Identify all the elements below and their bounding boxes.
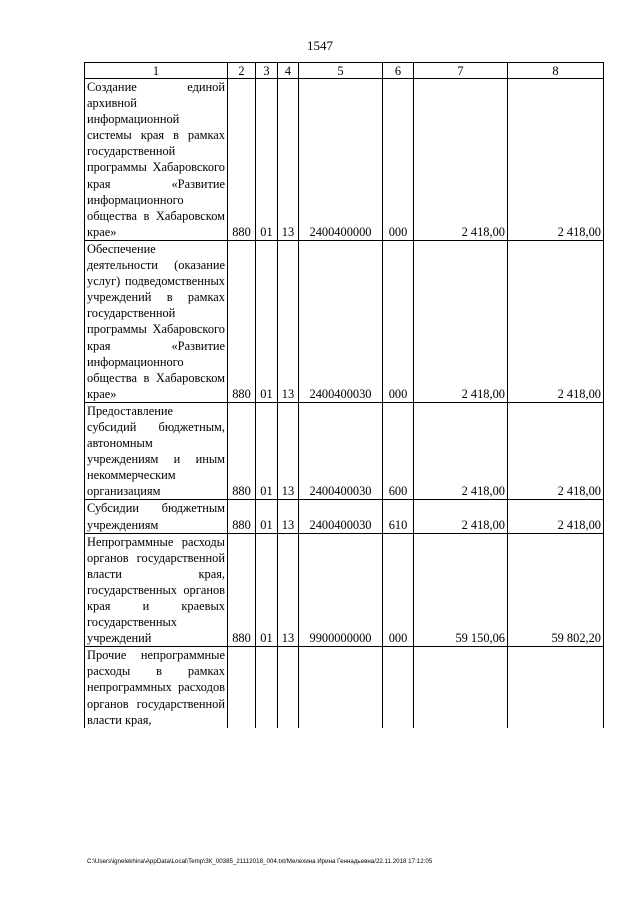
table-row bbox=[85, 240, 604, 402]
row-name: Субсидии бюджетным учреждениям bbox=[85, 500, 228, 533]
row-cell: 2 418,00 bbox=[414, 402, 508, 500]
row-cell: 000 bbox=[383, 533, 414, 647]
column-header: 5 bbox=[299, 63, 383, 79]
column-header: 2 bbox=[228, 63, 256, 79]
row-cell: 01 bbox=[256, 533, 278, 647]
table-row bbox=[85, 79, 604, 241]
row-cell: 880 bbox=[228, 402, 256, 500]
header-row bbox=[85, 63, 604, 79]
row-cell: 13 bbox=[278, 240, 299, 402]
row-cell: 2 418,00 bbox=[508, 500, 604, 533]
column-header: 7 bbox=[414, 63, 508, 79]
table-row bbox=[85, 533, 604, 647]
row-cell: 13 bbox=[278, 500, 299, 533]
row-name: Создание единой архивной информационной системы края в рамках государственной программы Хабаровского края «Развитие информационного общества в Хабаровском крае» bbox=[85, 79, 228, 241]
row-cell: 01 bbox=[256, 240, 278, 402]
page-number: 1547 bbox=[307, 38, 333, 53]
row-cell bbox=[383, 647, 414, 728]
row-cell bbox=[228, 647, 256, 728]
row-name: Обеспечение деятельности (оказание услуг) подведомственных учреждений в рамках государственной программы Хабаровского края «Развитие информационного общества в Хабаровском крае» bbox=[85, 240, 228, 402]
row-cell bbox=[508, 647, 604, 728]
row-cell bbox=[414, 647, 508, 728]
row-cell: 2400400030 bbox=[299, 500, 383, 533]
row-cell: 2 418,00 bbox=[508, 402, 604, 500]
row-cell: 880 bbox=[228, 240, 256, 402]
row-cell bbox=[256, 647, 278, 728]
column-header: 1 bbox=[85, 63, 228, 79]
footer-file-path: C:\Users\ignelekhina\AppData\Local\Temp\ЗК_00385_21112018_004.txt/Мелехина Ирина Геннадьевна/22.11.2018 17:12:05 bbox=[87, 858, 433, 865]
row-cell: 2400400030 bbox=[299, 240, 383, 402]
row-cell: 13 bbox=[278, 79, 299, 241]
row-cell: 880 bbox=[228, 533, 256, 647]
row-cell: 2400400030 bbox=[299, 402, 383, 500]
row-cell: 000 bbox=[383, 240, 414, 402]
row-name: Предоставление субсидий бюджетным, автономным учреждениям и иным некоммерческим организациям bbox=[85, 402, 228, 500]
row-cell: 2400400000 bbox=[299, 79, 383, 241]
column-header: 6 bbox=[383, 63, 414, 79]
row-cell: 01 bbox=[256, 500, 278, 533]
row-cell: 01 bbox=[256, 79, 278, 241]
row-cell: 2 418,00 bbox=[414, 240, 508, 402]
row-cell: 13 bbox=[278, 402, 299, 500]
row-cell: 880 bbox=[228, 500, 256, 533]
budget-table bbox=[84, 62, 604, 728]
row-cell: 000 bbox=[383, 79, 414, 241]
column-header: 8 bbox=[508, 63, 604, 79]
column-header: 3 bbox=[256, 63, 278, 79]
row-cell: 59 150,06 bbox=[414, 533, 508, 647]
row-cell: 880 bbox=[228, 79, 256, 241]
table-row bbox=[85, 500, 604, 533]
row-cell: 01 bbox=[256, 402, 278, 500]
row-cell: 2 418,00 bbox=[508, 79, 604, 241]
table-row bbox=[85, 402, 604, 500]
row-cell: 13 bbox=[278, 533, 299, 647]
row-cell bbox=[278, 647, 299, 728]
row-cell: 9900000000 bbox=[299, 533, 383, 647]
row-name: Прочие непрограммные расходы в рамках непрограммных расходов органов государственной власти края, bbox=[85, 647, 228, 728]
row-cell: 610 bbox=[383, 500, 414, 533]
row-cell: 2 418,00 bbox=[414, 500, 508, 533]
row-cell: 2 418,00 bbox=[508, 240, 604, 402]
row-cell: 59 802,20 bbox=[508, 533, 604, 647]
table-row bbox=[85, 647, 604, 728]
row-cell: 2 418,00 bbox=[414, 79, 508, 241]
row-name: Непрограммные расходы органов государственной власти края, государственных органов края и краевых государственных учреждений bbox=[85, 533, 228, 647]
column-header: 4 bbox=[278, 63, 299, 79]
row-cell bbox=[299, 647, 383, 728]
row-cell: 600 bbox=[383, 402, 414, 500]
